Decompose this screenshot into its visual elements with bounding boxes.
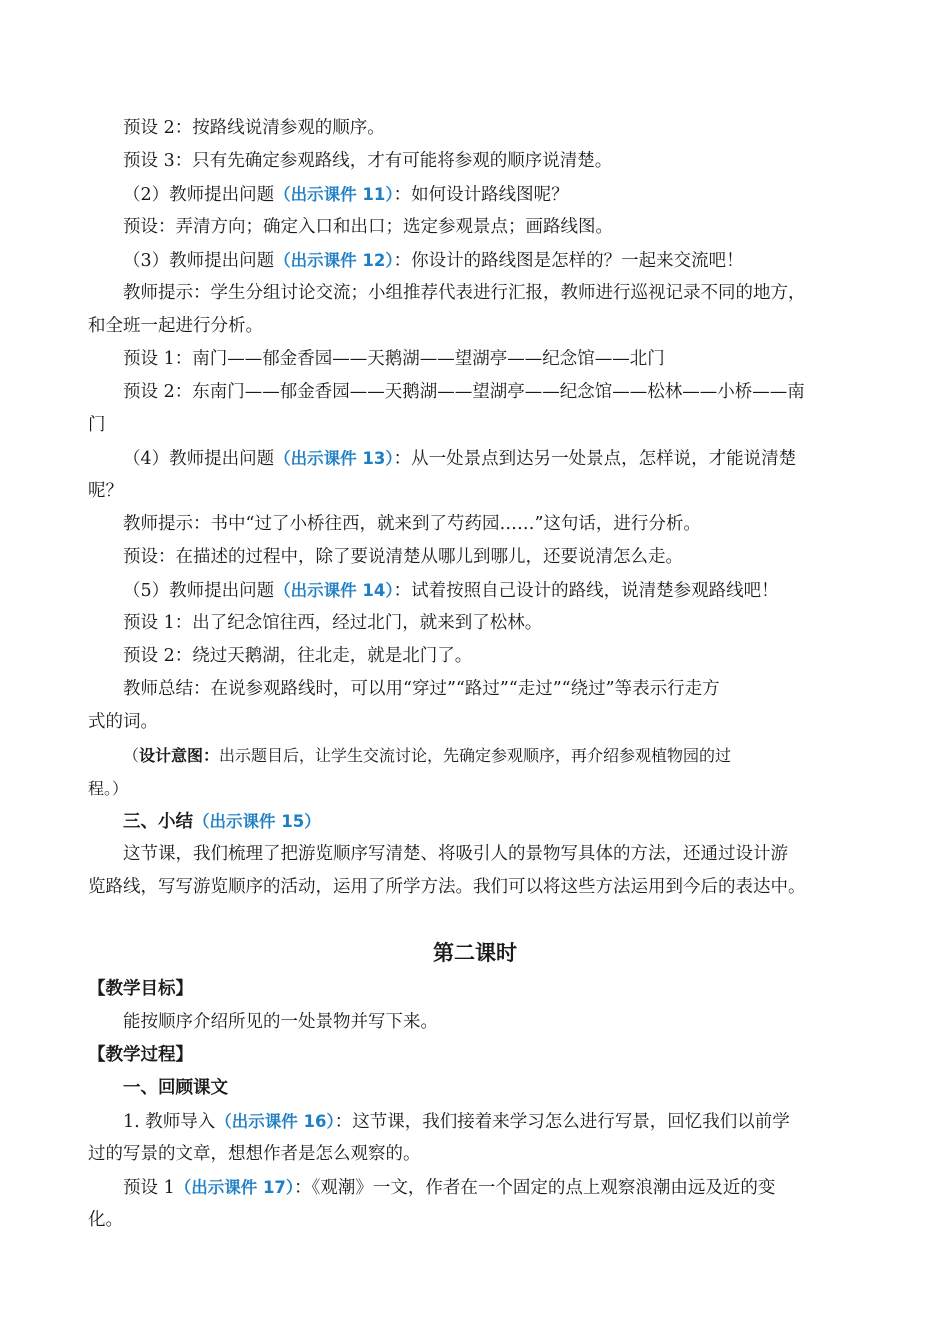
- paragraph-question-4: （4）教师提出问题（出示课件 13）：从一处景点到达另一处景点，怎样说，才能说清楚: [123, 449, 797, 469]
- courseware-ref-11: （出示课件 11）: [274, 185, 394, 204]
- paragraph-teacher-summary-cont: 式的词。: [88, 712, 158, 732]
- paragraph-preset-2: 预设 2：按路线说清参观的顺序。: [123, 118, 385, 138]
- paragraph-route-preset-2-cont: 门: [88, 415, 106, 435]
- courseware-ref-13: （出示课件 13）: [274, 449, 394, 468]
- paragraph-design-intent: （设计意图：出示题目后，让学生交流讨论，先确定参观顺序，再介绍参观植物园的过: [123, 746, 732, 765]
- paragraph-summary-line1: 这节课，我们梳理了把游览顺序写清楚、将吸引人的景物写具体的方法，还通过设计游: [123, 844, 788, 864]
- paragraph-question-2: （2）教师提出问题（出示课件 11）：如何设计路线图呢？: [123, 185, 569, 205]
- courseware-ref-14: （出示课件 14）: [274, 581, 394, 600]
- section-heading-review: 一、回顾课文: [123, 1078, 228, 1098]
- paragraph-route-preset-1: 预设 1：南门——郁金香园——天鹅湖——望湖亭——纪念馆——北门: [123, 349, 665, 369]
- courseware-ref-17: （出示课件 17）: [174, 1178, 295, 1197]
- paragraph-teacher-intro: 1. 教师导入（出示课件 16）：这节课，我们接着来学习怎么进行写景，回忆我们以前学: [123, 1112, 790, 1132]
- paragraph-teacher-hint-line1: 教师提示：学生分组讨论交流；小组推荐代表进行汇报，教师进行巡视记录不同的地方，: [123, 283, 806, 303]
- paragraph-question-3: （3）教师提出问题（出示课件 12）：你设计的路线图是怎样的？一起来交流吧！: [123, 251, 744, 271]
- paragraph-design-intent-cont: 程。）: [88, 779, 129, 798]
- paragraph-preset-route: 预设：弄清方向；确定入口和出口；选定参观景点；画路线图。: [123, 217, 613, 237]
- heading-teaching-process: 【教学过程】: [88, 1045, 193, 1065]
- lesson-title: 第二课时: [433, 941, 517, 965]
- paragraph-preset-3: 预设 3：只有先确定参观路线，才有可能将参观的顺序说清楚。: [123, 151, 613, 171]
- paragraph-teacher-hint-book: 教师提示：书中“过了小桥往西，就来到了芍药园……”这句话，进行分析。: [123, 514, 701, 534]
- paragraph-review-preset-1-cont: 化。: [88, 1210, 123, 1230]
- paragraph-teacher-summary: 教师总结：在说参观路线时，可以用“穿过”“路过”“走过”“绕过”等表示行走方: [123, 679, 720, 699]
- paragraph-teacher-intro-cont: 过的写景的文章，想想作者是怎么观察的。: [88, 1144, 421, 1164]
- courseware-ref-16: （出示课件 16）: [215, 1112, 335, 1131]
- courseware-ref-12: （出示课件 12）: [274, 251, 394, 270]
- paragraph-question-5: （5）教师提出问题（出示课件 14）：试着按照自己设计的路线，说清楚参观路线吧！: [123, 581, 779, 601]
- paragraph-summary-line2: 览路线，写写游览顺序的活动，运用了所学方法。我们可以将这些方法运用到今后的表达中。: [88, 877, 806, 897]
- paragraph-route-preset-2: 预设 2：东南门——郁金香园——天鹅湖——望湖亭——纪念馆——松林——小桥——南: [123, 382, 805, 402]
- paragraph-teacher-hint-line2: 和全班一起进行分析。: [88, 316, 263, 336]
- section-heading-summary: 三、小结（出示课件 15）: [123, 812, 321, 832]
- paragraph-walk-preset-1: 预设 1：出了纪念馆往西，经过北门，就来到了松林。: [123, 613, 543, 633]
- paragraph-goal: 能按顺序介绍所见的一处景物并写下来。: [123, 1012, 438, 1032]
- paragraph-review-preset-1: 预设 1（出示课件 17）：《观潮》一文，作者在一个固定的点上观察浪潮由远及近的变: [123, 1178, 776, 1198]
- paragraph-question-4-cont: 呢？: [88, 481, 123, 501]
- courseware-ref-15: （出示课件 15）: [193, 812, 321, 831]
- paragraph-preset-describe: 预设：在描述的过程中，除了要说清楚从哪儿到哪儿，还要说清怎么走。: [123, 547, 683, 567]
- heading-teaching-goals: 【教学目标】: [88, 979, 193, 999]
- paragraph-walk-preset-2: 预设 2：绕过天鹅湖，往北走，就是北门了。: [123, 646, 473, 666]
